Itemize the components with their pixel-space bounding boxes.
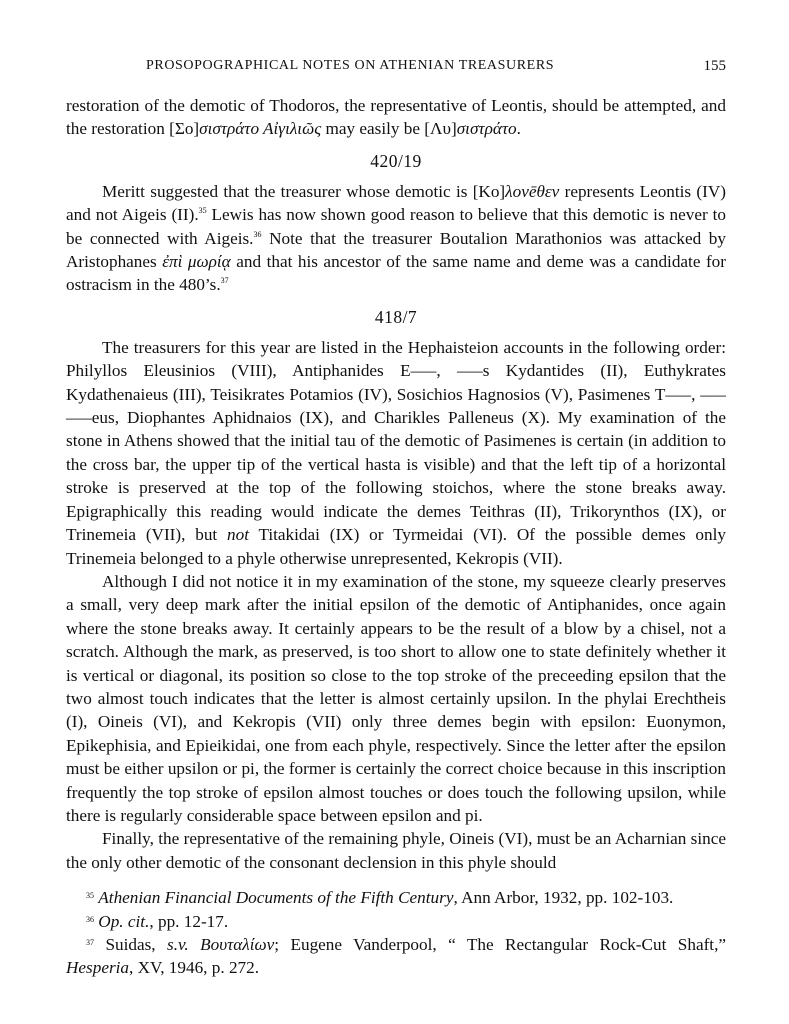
intro-text: restoration of the demotic of Thodoros, the representative of Leontis, should be attempted, and the restoration [Σο]	[66, 96, 726, 139]
footnote-text: , XV, 1946, p. 272.	[129, 958, 260, 978]
body-text: Note that the treasurer Boutalion Marathonios was attacked by Aristophanes	[66, 228, 726, 272]
page	[66, 58, 726, 980]
footnote-number: 36	[86, 914, 94, 924]
body-text: The treasurers for this year are listed in the Hephaisteion accounts in the following order: Philyllos Eleusinios (VIII), Antiphanides E–––, –––s Kydantides (II), Euthykrates Kydathenaieus (III), Teisikrates Potamios (IV), Sosichios Hagnosios (V), Pasimenes T–––, ––– –––eus, Diophantes Aphidnaios (IX), and Charikles Palleneus (X). My examination of the stone in Athens showed that the initial tau of the demotic of Pasimenes is certain (in addition to the cross bar, the upper tip of the vertical hasta is visible) and that the left tip of a horizontal stroke is preserved at the top of the following stoichos, where the stone breaks away. Epigraphically this reading would indicate the demes Teithras (II), Trikorynthos (IX), or Trinemeia (VII), but	[66, 337, 726, 545]
body-text: Meritt suggested that the treasurer whose demotic is [Κο]	[102, 181, 506, 201]
footnote-36	[66, 910, 726, 933]
footnote-ref[interactable]: 36	[253, 229, 262, 239]
intro-text: may easily be [Λυ]	[321, 119, 457, 139]
body-text: represents Leontis (IV) and not Aigeis (II).	[66, 181, 726, 225]
section-heading-420: 420/19	[370, 150, 422, 171]
greek-phrase: σιστράτο Αἰγιλιῶς	[199, 119, 322, 139]
footnote-text: , pp. 12-17.	[149, 911, 229, 931]
emphasis: not	[227, 525, 249, 545]
intro-text: .	[516, 119, 521, 139]
footnote-title: Athenian Financial Documents of the Fifth Century	[98, 888, 454, 908]
footnote-text: ; Eugene Vanderpool, “ The Rectangular Rock-Cut Shaft,”	[274, 935, 727, 954]
footnote-text: , Ann Arbor, 1932, pp. 102-103.	[453, 888, 674, 908]
footnote-title: Op. cit.	[98, 911, 150, 931]
page-number: 155	[703, 58, 726, 74]
footnote-37	[66, 933, 726, 980]
footnote-ref[interactable]: 37	[220, 276, 229, 286]
footnotes	[66, 886, 726, 980]
body-text: and that his ancestor of the same name and deme was a candidate for ostracism in the 480’s.	[66, 252, 727, 295]
running-title: PROSOPOGRAPHICAL NOTES ON ATHENIAN TREASURERS	[146, 58, 555, 73]
paragraph-420	[66, 180, 726, 297]
paragraph-418-2: Although I did not notice it in my examination of the stone, my squeeze clearly preserves a small, very deep mark after the initial epsilon of the demotic of Antiphanides, once again where the stone breaks away. It certainly appears to be the result of a blow by a chisel, not a scratch. Although the mark, as preserved, is too short to allow one to state definitely whether it is vertical or diagonal, its position so close to the top stroke of the preceeding epsilon that the two almost touch indicates that the letter is almost certainly upsilon. In the phylai Erechtheis (I), Oineis (VI), and Kekropis (VII) only three demes begin with epsilon: Euonymon, Epikephisia, and Epieikidai, one from each phyle, respectively. Since the letter after the epsilon must be either upsilon or pi, the former is certainly the correct choice because in this inscription frequently the top stroke of epsilon almost touches or does touch the following upsilon, while there is regularly considerable space between epsilon and pi.	[66, 571, 726, 825]
body-text: Titakidai (IX) or Tyrmeidai (VI). Of the possible demes only Trinemeia belonged to a phyle otherwise unrepresented, Kekropis (VII).	[66, 525, 726, 568]
footnote-number: 37	[86, 938, 94, 947]
intro-paragraph	[66, 94, 726, 141]
footnote-number: 35	[86, 891, 94, 901]
footnote-text: Suidas,	[105, 935, 168, 954]
footnote-35	[66, 886, 726, 909]
footnote-journal: Hesperia	[66, 958, 130, 978]
footnote-abbrev: s.v.	[167, 935, 189, 954]
running-head	[66, 58, 726, 80]
section-heading-418: 418/7	[374, 306, 418, 327]
greek-phrase: σιστράτο	[456, 119, 517, 139]
greek-phrase: λονēθεν	[505, 181, 560, 201]
body-text: Lewis has now shown good reason to believe that this demotic is never to be connected with Aigeis.	[66, 205, 726, 248]
paragraph-418-1	[66, 336, 726, 570]
greek-phrase: ἐπὶ μωρίᾳ	[162, 252, 231, 272]
greek-phrase: Βουταλίων	[188, 935, 275, 954]
footnote-ref[interactable]: 35	[198, 206, 207, 216]
paragraph-418-3: Finally, the representative of the remaining phyle, Oineis (VI), must be an Acharnian since the only other demotic of the consonant declension in this phyle should	[66, 829, 726, 872]
